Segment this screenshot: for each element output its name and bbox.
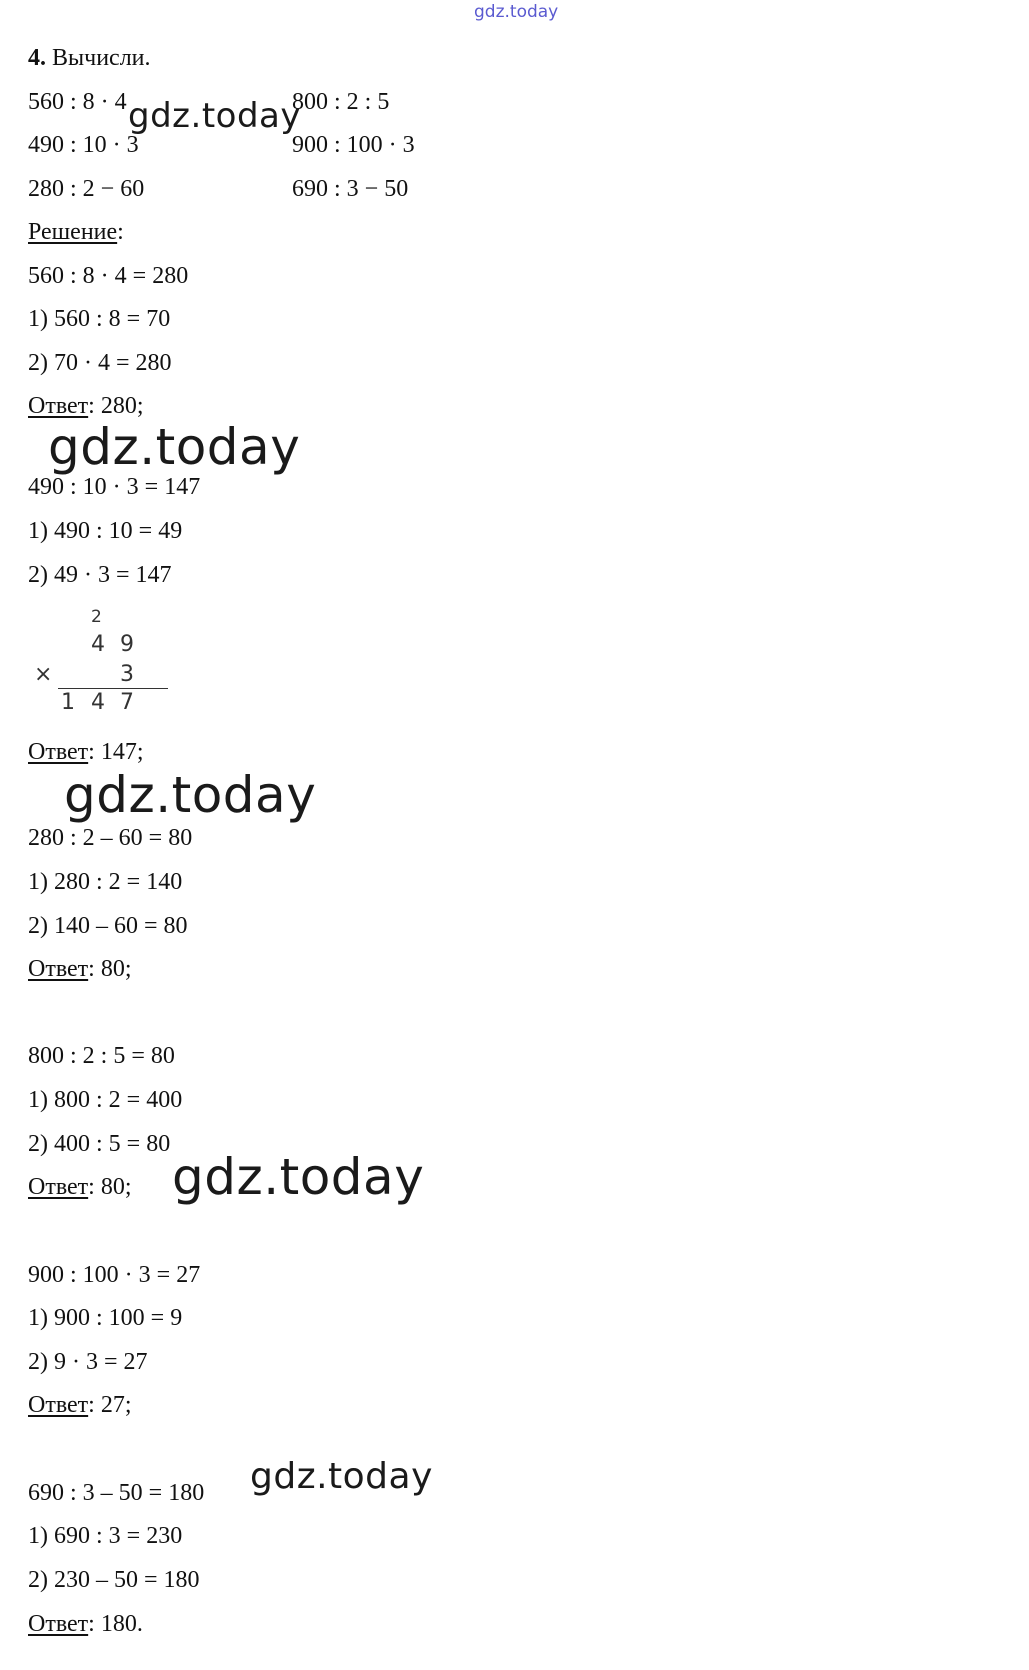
watermark: gdz.today bbox=[128, 96, 301, 136]
solution-4-step-2: 2) 400 : 5 = 80 bbox=[28, 1131, 171, 1157]
multiplicand-digit: 4 bbox=[91, 632, 105, 657]
carry-digit: 2 bbox=[91, 607, 102, 627]
solution-1-step-1: 1) 560 : 8 = 70 bbox=[28, 306, 171, 332]
task-right-3: 690 : 3 − 50 bbox=[292, 176, 409, 202]
column-multiplication bbox=[28, 605, 148, 715]
solution-2-answer bbox=[28, 738, 144, 766]
answer-value: : 180. bbox=[88, 1611, 143, 1637]
solution-6-step-2: 2) 230 – 50 = 180 bbox=[28, 1567, 200, 1593]
solution-1-step-2: 2) 70 · 4 = 280 bbox=[28, 350, 172, 376]
solution-6-step-1: 1) 690 : 3 = 230 bbox=[28, 1523, 183, 1549]
task-right-2: 900 : 100 · 3 bbox=[292, 132, 415, 158]
watermark: gdz.today bbox=[64, 766, 317, 824]
answer-label: Ответ bbox=[28, 1392, 89, 1418]
result-digit: 4 bbox=[91, 690, 105, 715]
result-digit: 7 bbox=[120, 690, 134, 715]
solution-6-answer bbox=[28, 1610, 143, 1638]
solution-5-answer bbox=[28, 1391, 132, 1419]
result-line bbox=[58, 688, 168, 689]
multiply-sign: × bbox=[34, 662, 53, 687]
answer-value: : 147; bbox=[88, 739, 144, 765]
solution-heading: Решение: bbox=[28, 219, 124, 245]
solution-3-answer bbox=[28, 955, 132, 983]
solution-3-expression: 280 : 2 – 60 = 80 bbox=[28, 825, 193, 851]
solution-4-expression: 800 : 2 : 5 = 80 bbox=[28, 1043, 175, 1069]
task-right-1: 800 : 2 : 5 bbox=[292, 89, 390, 115]
solution-1-answer bbox=[28, 392, 144, 420]
multiplier-digit: 3 bbox=[120, 662, 134, 687]
solution-5-step-1: 1) 900 : 100 = 9 bbox=[28, 1305, 183, 1331]
multiplicand-digit: 9 bbox=[120, 632, 134, 657]
solution-5-step-2: 2) 9 · 3 = 27 bbox=[28, 1349, 148, 1375]
solution-2-step-2: 2) 49 · 3 = 147 bbox=[28, 562, 172, 588]
solution-2-step-1: 1) 490 : 10 = 49 bbox=[28, 518, 183, 544]
exercise-title bbox=[28, 44, 151, 72]
answer-label: Ответ bbox=[28, 1174, 89, 1200]
answer-label: Ответ bbox=[28, 956, 89, 982]
task-left-1: 560 : 8 · 4 bbox=[28, 89, 127, 115]
solution-4-step-1: 1) 800 : 2 = 400 bbox=[28, 1087, 183, 1113]
answer-label: Ответ bbox=[28, 1611, 89, 1637]
watermark: gdz.today bbox=[48, 418, 301, 476]
result-digit: 1 bbox=[61, 690, 75, 715]
solution-3-step-2: 2) 140 – 60 = 80 bbox=[28, 913, 188, 939]
answer-label: Ответ bbox=[28, 739, 89, 765]
answer-value: : 280; bbox=[88, 393, 144, 419]
watermark: gdz.today bbox=[172, 1148, 425, 1206]
answer-value: : 80; bbox=[88, 956, 132, 982]
answer-value: : 27; bbox=[88, 1392, 132, 1418]
answer-label: Ответ bbox=[28, 393, 89, 419]
task-left-3: 280 : 2 − 60 bbox=[28, 176, 145, 202]
watermark-top: gdz.today bbox=[474, 2, 559, 22]
solution-6-expression: 690 : 3 – 50 = 180 bbox=[28, 1480, 205, 1506]
solution-5-expression: 900 : 100 · 3 = 27 bbox=[28, 1262, 201, 1288]
solution-4-answer bbox=[28, 1173, 132, 1201]
solution-1-expression: 560 : 8 · 4 = 280 bbox=[28, 263, 189, 289]
exercise-number: 4. bbox=[28, 45, 46, 71]
solution-3-step-1: 1) 280 : 2 = 140 bbox=[28, 869, 183, 895]
exercise-instruction: Вычисли. bbox=[52, 45, 151, 71]
solution-label: Решение bbox=[28, 219, 118, 245]
answer-value: : 80; bbox=[88, 1174, 132, 1200]
solution-2-expression: 490 : 10 · 3 = 147 bbox=[28, 474, 201, 500]
watermark: gdz.today bbox=[250, 1456, 433, 1497]
task-left-2: 490 : 10 · 3 bbox=[28, 132, 139, 158]
